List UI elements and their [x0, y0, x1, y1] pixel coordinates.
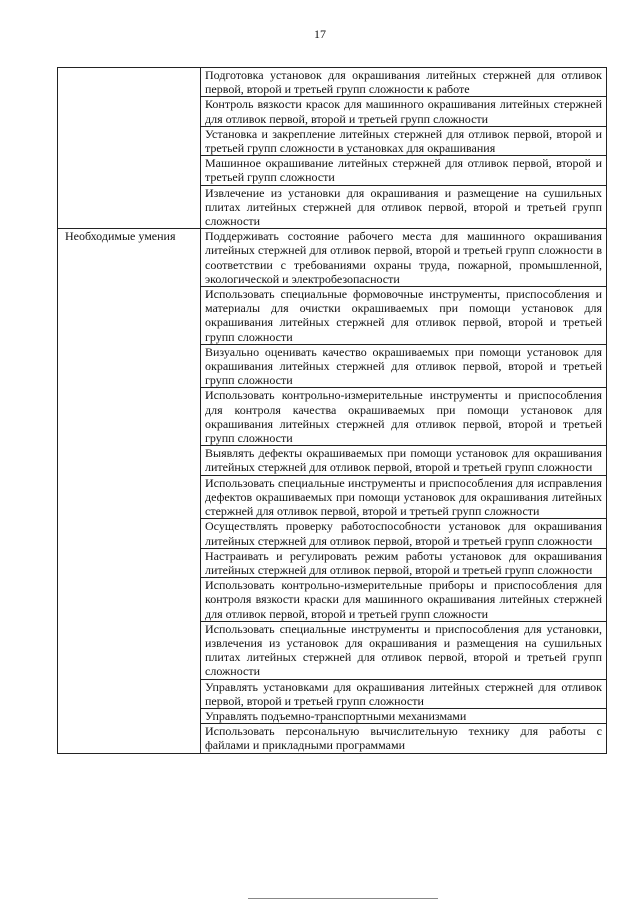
skill-cell — [201, 578, 607, 622]
table-row — [58, 68, 607, 97]
labor-action-cell — [201, 68, 607, 97]
skill-cell — [201, 519, 607, 548]
table-row — [58, 229, 607, 287]
skill-cell — [201, 621, 607, 679]
skill-text: Выявлять дефекты окрашиваемых при помощи установок для окрашивания литейных стержней для отливок первой, второй и третьей групп сложности — [205, 446, 602, 475]
skill-text: Использовать специальные формовочные инструменты, приспособления и материалы для очистки окрашиваемых при помощи установок для окрашивания литейных стержней для отливок первой, второй и третьей групп сложности — [205, 287, 602, 344]
skill-text: Использовать специальные инструменты и приспособления для установки, извлечения из установок для окрашивания и размещения на сушильных плитах литейных стержней для отливок первой, второй и третьей групп сложности — [205, 621, 602, 679]
skill-cell — [201, 287, 607, 345]
skill-text: Использовать контрольно-измерительные инструменты и приспособления для контроля качества окрашиваемых при помощи установок для окрашивания литейных стержней для отливок первой, второй и третьей групп сложности — [205, 388, 602, 446]
labor-action-text: Установка и закрепление литейных стержней для отливок первой, второй и третьей групп сложности в установках для окрашивания — [205, 126, 602, 156]
requirements-table — [57, 67, 607, 754]
skill-text: Использовать персональную вычислительную технику для работы с файлами и прикладными программами — [205, 724, 602, 753]
skill-text: Управлять подъемно-транспортными механизмами — [205, 708, 467, 723]
skill-cell — [201, 446, 607, 475]
skill-cell — [201, 708, 607, 723]
skill-cell — [201, 229, 607, 287]
section-label — [58, 68, 201, 229]
skill-text: Управлять установками для окрашивания литейных стержней для отливок первой, второй и третьей групп сложности — [205, 679, 602, 708]
skill-text: Визуально оценивать качество окрашиваемых при помощи установок для окрашивания литейных стержней для отливок первой, второй и третьей групп сложности — [205, 344, 602, 388]
labor-action-text: Подготовка установок для окрашивания литейных стержней для отливок первой, второй и третьей групп сложности к работе — [205, 68, 602, 97]
page-number: 17 — [314, 27, 326, 41]
skill-text: Использовать контрольно-измерительные приборы и приспособления для контроля вязкости краски для машинного окрашивания литейных стержней для отливок первой, второй и третьей групп сложности — [205, 578, 602, 621]
section-label-required-skills: Необходимые умения — [58, 229, 201, 753]
skill-cell — [201, 475, 607, 519]
skill-text: Использовать специальные инструменты и приспособления для исправления дефектов окрашиваемых при помощи установок для окрашивания литейных стержней для отливок первой, второй и третьей групп сложности — [205, 475, 602, 519]
skill-cell — [201, 344, 607, 388]
labor-action-cell — [201, 156, 607, 185]
labor-action-text: Машинное окрашивание литейных стержней для отливок первой, второй и третьей групп сложности — [205, 156, 602, 185]
skill-cell — [201, 548, 607, 577]
skill-cell — [201, 724, 607, 753]
labor-action-text: Извлечение из установки для окрашивания и размещение на сушильных плитах литейных стержней для отливок первой, второй и третьей групп сложности — [205, 185, 602, 229]
labor-action-cell — [201, 185, 607, 229]
labor-action-cell — [201, 97, 607, 126]
skill-text: Поддерживать состояние рабочего места для машинного окрашивания литейных стержней для отливок первой, второй и третьей групп сложности в соответствии с требованиями охраны труда, пожарной, промышленной, экологической и электробезопасности — [205, 229, 602, 286]
page-bottom-rule — [248, 898, 438, 899]
skill-cell — [201, 679, 607, 708]
skill-text: Осуществлять проверку работоспособности установок для окрашивания литейных стержней для отливок первой, второй и третьей групп сложности — [205, 519, 602, 548]
labor-action-cell — [201, 126, 607, 155]
skill-cell — [201, 388, 607, 446]
labor-action-text: Контроль вязкости красок для машинного окрашивания литейных стержней для отливок первой, второй и третьей групп сложности — [205, 97, 602, 126]
skill-text: Настраивать и регулировать режим работы установок для окрашивания литейных стержней для отливок первой, второй и третьей групп сложности — [205, 548, 602, 577]
